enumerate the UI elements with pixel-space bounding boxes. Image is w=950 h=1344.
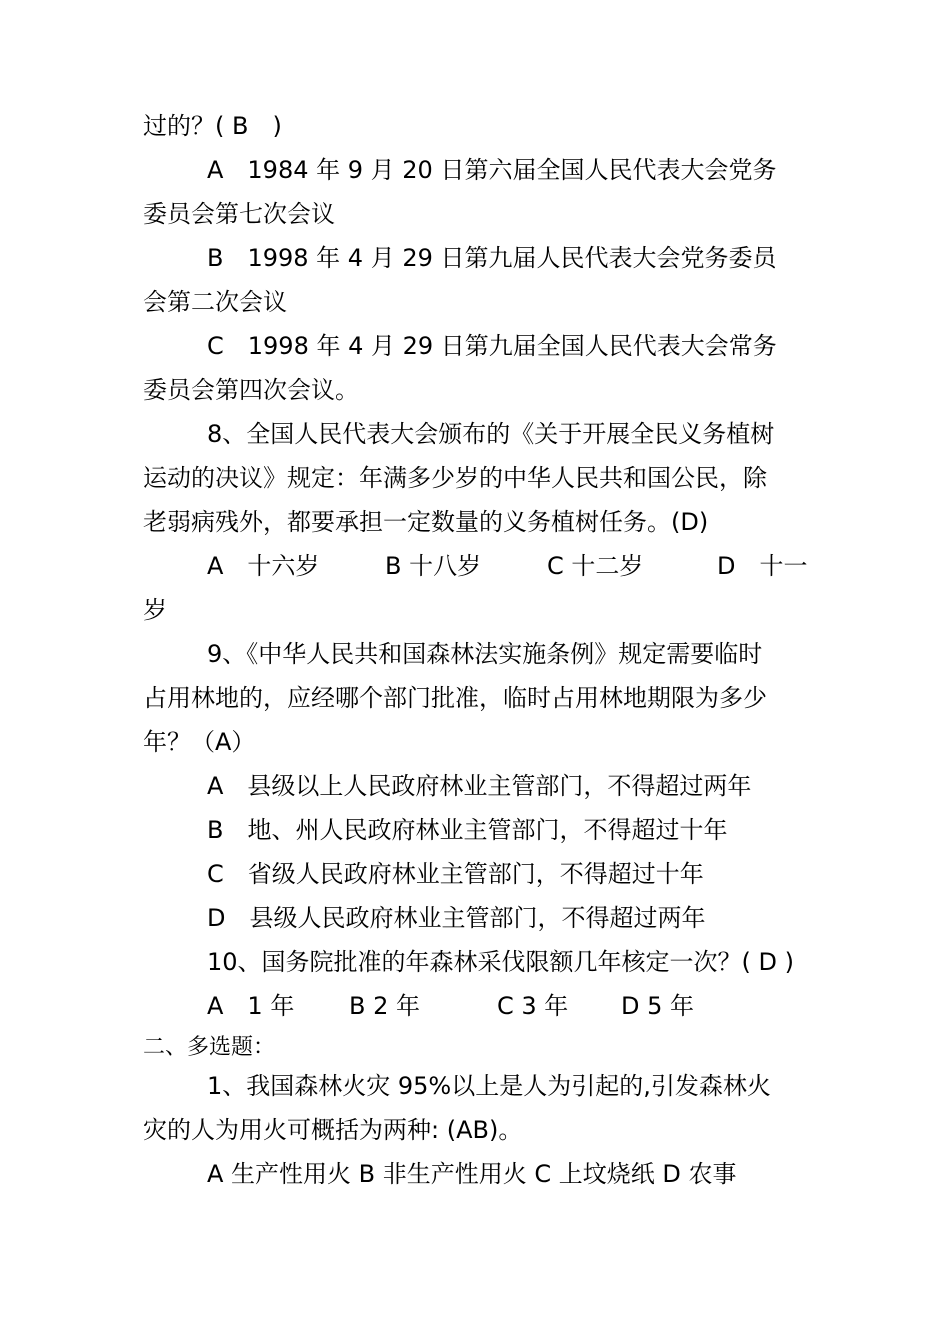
option-line: A 县级以上人民政府林业主管部门，不得超过两年 [207,772,752,800]
q10-option-b: B 2 年 [349,992,420,1020]
option-line: D 县级人民政府林业主管部门，不得超过两年 [207,904,706,932]
option-line: A 1984 年 9 月 20 日第六届全国人民代表大会党务 [207,156,777,184]
question-9: 9、《中华人民共和国森林法实施条例》规定需要临时 [207,640,763,668]
question-8: 8、全国人民代表大会颁布的《关于开展全民义务植树 [207,420,775,448]
q10-option-d: D 5 年 [621,992,695,1020]
text-line: 委员会第四次会议。 [143,376,359,404]
q8-option-a: A 十六岁 [207,552,320,580]
option-line: B 地、州人民政府林业主管部门，不得超过十年 [207,816,728,844]
q10-option-c: C 3 年 [497,992,569,1020]
q8-option-c: C 十二岁 [547,552,644,580]
q10-option-a: A 1 年 [207,992,295,1020]
text-line: 委员会第七次会议 [143,200,335,228]
section-heading: 二、多选题： [143,1035,276,1060]
q8-option-d: D 十一 [717,552,808,580]
option-line: C 1998 年 4 月 29 日第九届全国人民代表大会常务 [207,332,777,360]
option-line: B 1998 年 4 月 29 日第九届人民代表大会党务委员 [207,244,777,272]
question-10: 10、国务院批准的年森林采伐限额几年核定一次？( D ) [207,948,795,976]
text-line: 岁 [143,596,167,624]
text-line: 灾的人为用火可概括为两种: (AB)。 [143,1116,523,1144]
text-line: 占用林地的，应经哪个部门批准，临时占用林地期限为多少 [143,684,767,712]
q8-option-b: B 十八岁 [385,552,482,580]
text-line: 年？（A） [143,728,256,756]
q8-options [207,551,823,581]
text-line: 过的？( B ) [143,112,282,140]
option-line: A 生产性用火 B 非生产性用火 C 上坟烧纸 D 农事 [207,1160,737,1188]
option-line: C 省级人民政府林业主管部门，不得超过十年 [207,860,704,888]
q10-options [207,991,823,1021]
text-line: 会第二次会议 [143,288,287,316]
text-line: 老弱病残外，都要承担一定数量的义务植树任务。(D) [143,508,709,536]
multi-question-1: 1、我国森林火灾 95%以上是人为引起的,引发森林火 [207,1072,771,1100]
text-line: 运动的决议》规定：年满多少岁的中华人民共和国公民，除 [143,464,767,492]
